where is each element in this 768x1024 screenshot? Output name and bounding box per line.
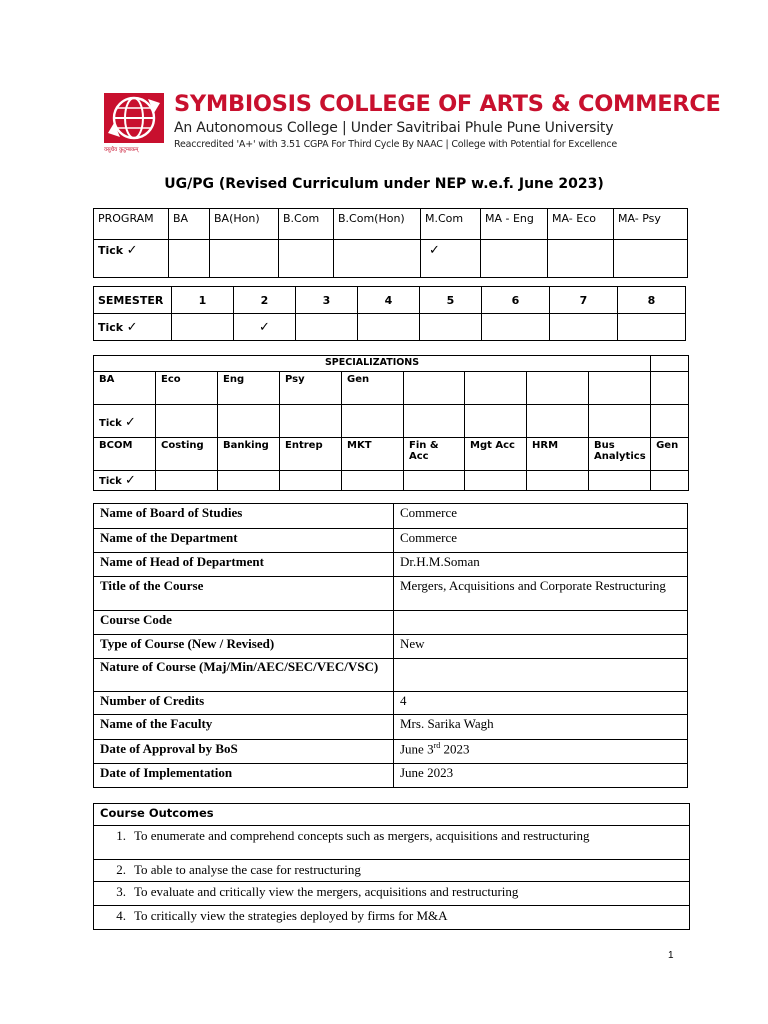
semester-option: 3 <box>296 287 358 314</box>
spec-option: HRM <box>527 438 589 471</box>
spec-option: Eco <box>156 372 218 405</box>
info-key: Course Code <box>94 611 394 635</box>
outcome-text: To able to analyse the case for restructuring <box>134 862 361 877</box>
spec-option: Eng <box>218 372 280 405</box>
spec-option: MKT <box>342 438 404 471</box>
semester-option: 4 <box>358 287 420 314</box>
tick-label: Tick <box>98 244 124 257</box>
program-tick-cell-mcom[interactable] <box>421 240 481 278</box>
info-value: 4 <box>394 692 688 715</box>
checkmark-icon: ✓ <box>125 414 136 430</box>
checkmark-icon: ✓ <box>259 319 270 335</box>
semester-label: SEMESTER <box>94 287 172 314</box>
college-name: SYMBIOSIS COLLEGE OF ARTS & COMMERCE <box>174 91 721 117</box>
course-outcomes-table <box>93 803 690 930</box>
program-option: M.Com <box>421 209 481 240</box>
info-key: Type of Course (New / Revised) <box>94 635 394 659</box>
program-option: MA- Eco <box>548 209 614 240</box>
program-tick-cell[interactable] <box>279 240 334 278</box>
outcome-item <box>94 826 690 860</box>
spec-ba-tick <box>94 405 156 438</box>
spec-option: Bus Analytics <box>589 438 651 471</box>
info-value: Mrs. Sarika Wagh <box>394 715 688 740</box>
program-table <box>93 208 688 278</box>
info-key: Name of Head of Department <box>94 553 394 577</box>
college-subtitle: An Autonomous College | Under Savitribai Phule Pune University <box>174 120 614 136</box>
spec-tick-cell[interactable] <box>156 471 218 491</box>
spec-tick-cell[interactable] <box>280 405 342 438</box>
info-key: Name of Board of Studies <box>94 504 394 529</box>
tick-label: Tick <box>99 476 122 487</box>
checkmark-icon: ✓ <box>126 243 138 258</box>
spec-option: Costing <box>156 438 218 471</box>
info-value: New <box>394 635 688 659</box>
info-key: Number of Credits <box>94 692 394 715</box>
page-number: 1 <box>668 950 674 961</box>
program-option: BA <box>169 209 210 240</box>
spec-tick-cell[interactable] <box>589 471 651 491</box>
info-value: June 2023 <box>394 764 688 788</box>
spec-tick-cell[interactable] <box>280 471 342 491</box>
outcome-number: 2. <box>116 862 126 877</box>
college-accreditation: Reaccredited 'A+' with 3.51 CGPA For Third Cycle By NAAC | College with Potential for Excellence <box>174 139 618 150</box>
semester-option: 5 <box>420 287 482 314</box>
spec-option: Gen <box>342 372 404 405</box>
spec-tick-cell[interactable] <box>156 405 218 438</box>
info-value <box>394 740 688 764</box>
semester-option: 7 <box>550 287 618 314</box>
program-tick-cell[interactable] <box>481 240 548 278</box>
tick-label: Tick <box>99 417 122 429</box>
specializations-heading: SPECIALIZATIONS <box>94 356 651 372</box>
semester-table <box>93 286 686 341</box>
outcome-text: To evaluate and critically view the mergers, acquisitions and restructuring <box>134 884 519 899</box>
semester-option: 6 <box>482 287 550 314</box>
spec-option: Entrep <box>280 438 342 471</box>
college-header <box>104 91 721 163</box>
outcome-text: To critically view the strategies deployed by firms for M&A <box>134 908 448 923</box>
info-value: Dr.H.M.Soman <box>394 553 688 577</box>
document-title: UG/PG (Revised Curriculum under NEP w.e.f. June 2023) <box>164 176 604 192</box>
outcome-text: To enumerate and comprehend concepts such as mergers, acquisitions and restructuring <box>134 828 590 843</box>
program-tick-cell[interactable] <box>614 240 688 278</box>
outcome-item <box>94 906 690 930</box>
specializations-table <box>93 355 689 491</box>
outcome-item <box>94 860 690 882</box>
info-key: Title of the Course <box>94 577 394 611</box>
checkmark-icon: ✓ <box>429 243 440 258</box>
spec-tick-cell[interactable] <box>342 471 404 491</box>
info-key: Nature of Course (Maj/Min/AEC/SEC/VEC/VSC) <box>94 659 394 692</box>
outcome-number: 1. <box>116 828 126 843</box>
spec-bcom-tick <box>94 471 156 491</box>
course-info-table <box>93 503 688 788</box>
approval-date-tail: 2023 <box>440 741 470 757</box>
semester-tick-cell-2[interactable] <box>234 314 296 341</box>
info-value: Mergers, Acquisitions and Corporate Restructuring <box>394 577 688 611</box>
program-option: MA - Eng <box>481 209 548 240</box>
outcome-number: 3. <box>116 884 126 899</box>
info-key: Date of Approval by BoS <box>94 740 394 764</box>
approval-date-main: June 3 <box>400 741 434 757</box>
info-key: Date of Implementation <box>94 764 394 788</box>
spec-tick-cell[interactable] <box>218 405 280 438</box>
spec-tick-cell[interactable] <box>342 405 404 438</box>
spec-tick-cell[interactable] <box>404 471 465 491</box>
semester-option: 8 <box>618 287 686 314</box>
info-value: Commerce <box>394 504 688 529</box>
program-option: B.Com(Hon) <box>334 209 421 240</box>
info-value <box>394 611 688 635</box>
semester-tick-cell[interactable] <box>482 314 550 341</box>
semester-tick-cell <box>94 314 172 341</box>
program-tick-cell[interactable] <box>334 240 421 278</box>
program-tick-cell[interactable] <box>210 240 279 278</box>
semester-tick-cell[interactable] <box>358 314 420 341</box>
spec-option: Gen <box>651 438 689 471</box>
spec-ba-label: BA <box>94 372 156 405</box>
program-tick-cell[interactable] <box>169 240 210 278</box>
outcome-number: 4. <box>116 908 126 923</box>
checkmark-icon: ✓ <box>125 473 136 488</box>
semester-option: 1 <box>172 287 234 314</box>
spec-tick-cell[interactable] <box>465 471 527 491</box>
spec-tick-cell[interactable] <box>651 471 689 491</box>
semester-tick-cell[interactable] <box>296 314 358 341</box>
program-tick-cell <box>94 240 169 278</box>
outcome-item <box>94 882 690 906</box>
program-option: MA- Psy <box>614 209 688 240</box>
spec-option: Fin & Acc <box>404 438 465 471</box>
semester-tick-cell[interactable] <box>420 314 482 341</box>
semester-tick-cell[interactable] <box>550 314 618 341</box>
spec-option: Banking <box>218 438 280 471</box>
spec-option: Mgt Acc <box>465 438 527 471</box>
spec-bcom-label: BCOM <box>94 438 156 471</box>
college-logo <box>104 93 164 151</box>
semester-tick-cell[interactable] <box>618 314 686 341</box>
course-outcomes-heading: Course Outcomes <box>94 804 690 826</box>
spec-option: Psy <box>280 372 342 405</box>
logo-motto: वसुधैव कुटुम्बकम् <box>104 147 139 153</box>
approval-date-sup: rd <box>433 741 441 750</box>
spec-tick-cell[interactable] <box>218 471 280 491</box>
checkmark-icon: ✓ <box>126 319 138 335</box>
semester-tick-cell[interactable] <box>172 314 234 341</box>
info-value: Commerce <box>394 529 688 553</box>
info-value <box>394 659 688 692</box>
spec-tick-cell[interactable] <box>527 471 589 491</box>
tick-label: Tick <box>98 320 124 334</box>
info-key: Name of the Faculty <box>94 715 394 740</box>
program-option: BA(Hon) <box>210 209 279 240</box>
semester-option: 2 <box>234 287 296 314</box>
program-option: B.Com <box>279 209 334 240</box>
program-tick-cell[interactable] <box>548 240 614 278</box>
info-key: Name of the Department <box>94 529 394 553</box>
program-label: PROGRAM <box>94 209 169 240</box>
